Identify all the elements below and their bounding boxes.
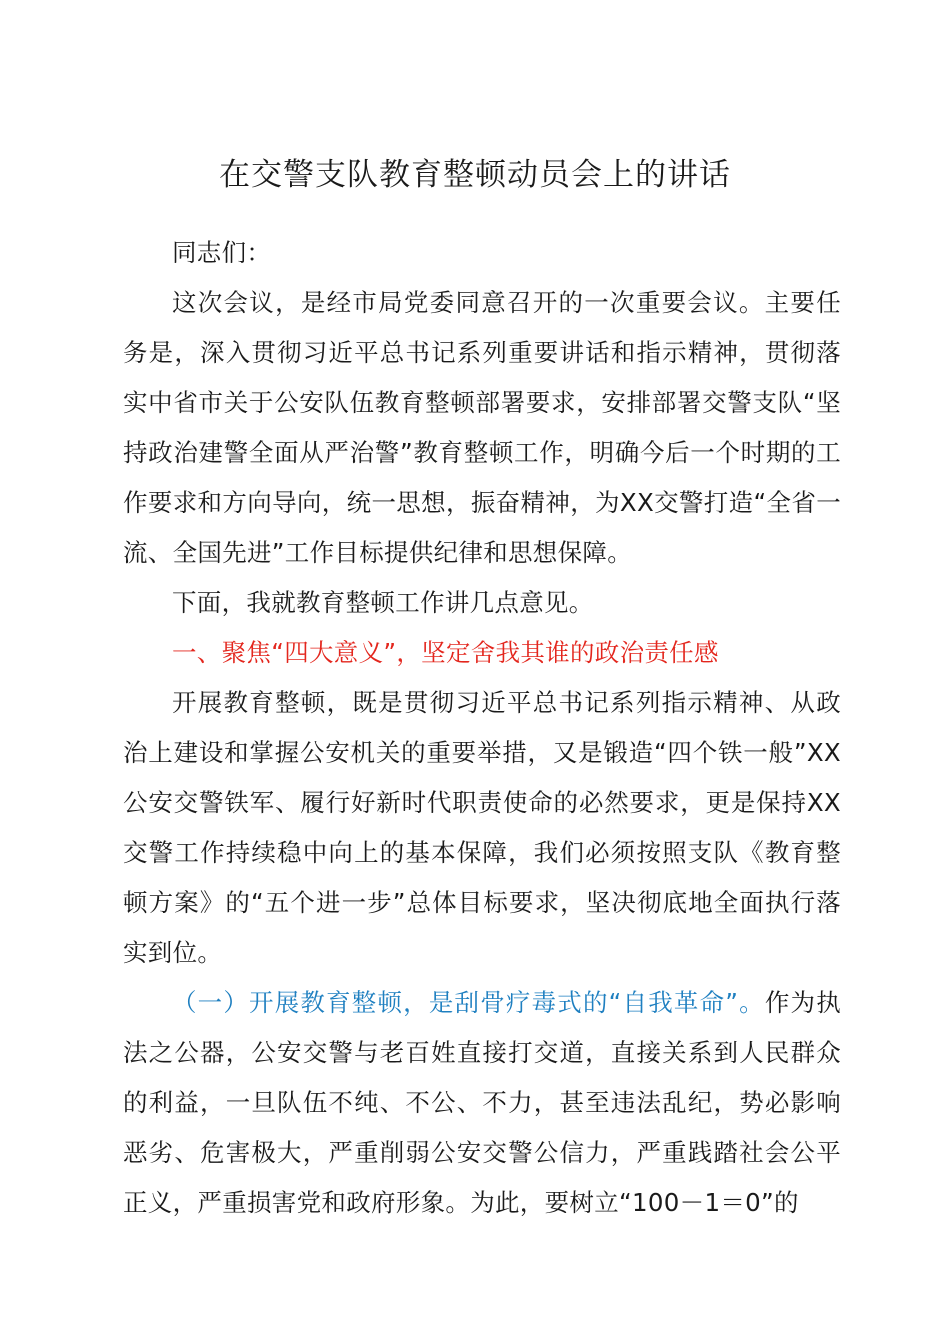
subsection-text: 作为执法之公器，公安交警与老百姓直接打交道，直接关系到人民群众的利益，一旦队伍不纯、不公、不力，甚至违法乱纪，势必影响恶劣、危害极大，严重削弱公安交警公信力，严重践踏社会公平正义，严重损害党和政府形象。为此，要树立“100－1＝0”的 <box>123 988 841 1217</box>
greeting: 同志们： <box>172 238 272 267</box>
section-heading: 一、聚焦“四大意义”，坚定舍我其谁的政治责任感 <box>172 638 719 667</box>
paragraph-intro: 这次会议，是经市局党委同意召开的一次重要会议。主要任务是，深入贯彻习近平总书记系列重要讲话和指示精神，贯彻落实中省市关于公安队伍教育整顿部署要求，安排部署交警支队“坚持政治建警全面从严治警”教育整顿工作，明确今后一个时期的工作要求和方向导向，统一思想，振奋精神，为XX交警打造“全省一流、全国先进”工作目标提供纪律和思想保障。 <box>123 288 841 567</box>
document-body <box>123 228 841 1228</box>
subsection-paragraph <box>123 978 841 1228</box>
document-title: 在交警支队教育整顿动员会上的讲话 <box>219 157 731 193</box>
paragraph-outline: 下面，我就教育整顿工作讲几点意见。 <box>172 588 594 617</box>
section-paragraph: 开展教育整顿，既是贯彻习近平总书记系列指示精神、从政治上建设和掌握公安机关的重要举措，又是锻造“四个铁一般”XX公安交警铁军、履行好新时代职责使命的必然要求，更是保持XX交警工作持续稳中向上的基本保障，我们必须按照支队《教育整顿方案》的“五个进一步”总体目标要求，坚决彻底地全面执行落实到位。 <box>123 688 841 967</box>
subsection-heading: （一）开展教育整顿，是刮骨疗毒式的“自我革命”。 <box>172 988 765 1017</box>
